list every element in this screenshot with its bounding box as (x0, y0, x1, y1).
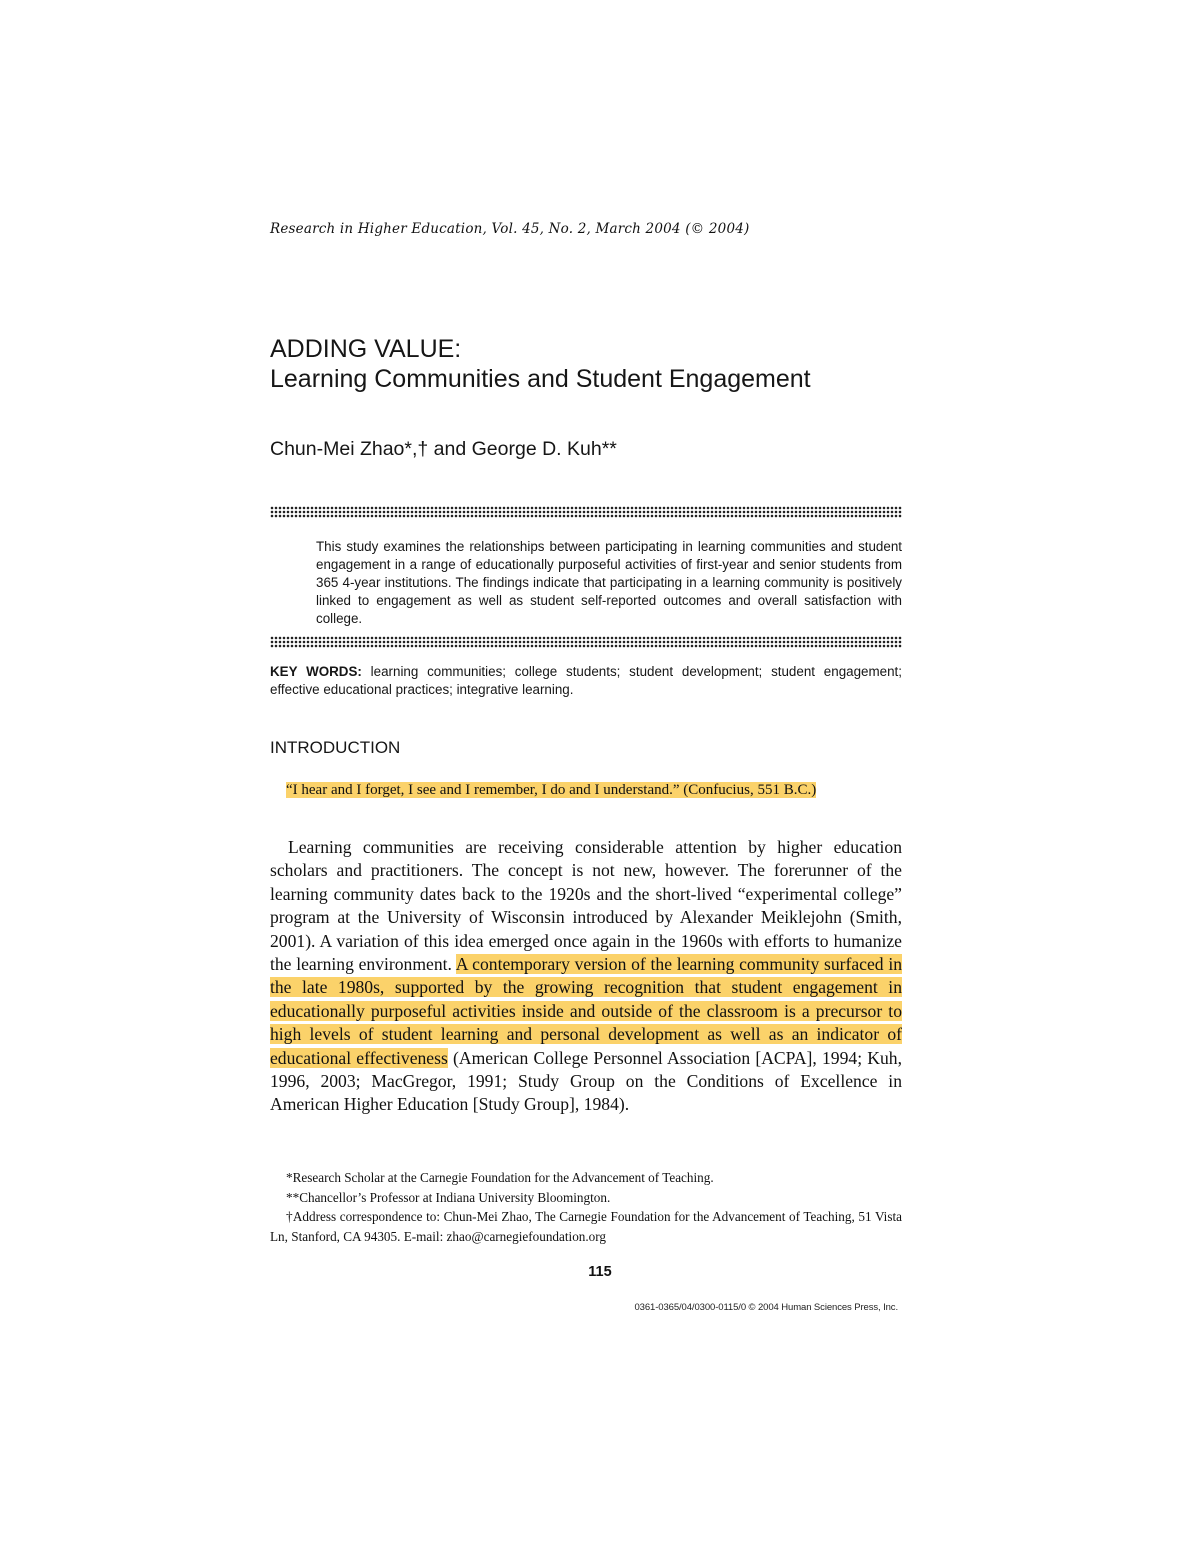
title-line-1: ADDING VALUE: (270, 335, 462, 363)
body-paragraph (270, 836, 902, 1117)
title-line-2: Learning Communities and Student Engagement (270, 365, 811, 393)
keywords-label: KEY WORDS: (270, 664, 362, 679)
paper-title (270, 334, 930, 394)
footnote-1: *Research Scholar at the Carnegie Foundation for the Advancement of Teaching. (286, 1170, 714, 1185)
body-text-end: (American College Personnel Association [ACPA], 1994; Kuh, 1996, 2003; MacGregor, 1991; Study Group on the Conditions of Excellence in American Higher Education [Study Group], 1984). (270, 1047, 902, 1115)
dotted-rule-bottom (270, 636, 902, 648)
footnote-3: †Address correspondence to: Chun-Mei Zhao, The Carnegie Foundation for the Advancement of Teaching, 51 Vista Ln, Stanford, CA 94305. E-mail: zhao@carnegiefoundation.org (270, 1209, 902, 1244)
page-number: 115 (588, 1264, 612, 1280)
abstract: This study examines the relationships between participating in learning communities and student engagement in a range of educationally purposeful activities of first-year and senior students from 365 4-year institutions. The findings indicate that participating in a learning community is positively linked to engagement as well as student self-reported outcomes and overall satisfaction with college. (316, 539, 902, 626)
keywords (270, 663, 902, 699)
epigraph-quote (286, 780, 902, 801)
dotted-rule-top (270, 506, 902, 518)
copyright-line: 0361-0365/04/0300-0115/0 © 2004 Human Sciences Press, Inc. (634, 1302, 898, 1313)
body-text-start: Learning communities are receiving considerable attention by higher education scholars and practitioners. The concept is not new, however. The forerunner of the learning community dates back to the 1920s and the short-lived “experimental college” program at the University of Wisconsin introduced by Alexander Meiklejohn (Smith, 2001). A variation of this idea emerged once again in the 1960s with efforts to humanize the learning environment. (270, 837, 902, 975)
keywords-text: learning communities; college students; student development; student engagement; effective educational practices; integrative learning. (270, 664, 902, 697)
author-line: Chun-Mei Zhao*,† and George D. Kuh** (270, 438, 617, 460)
footnote-2: **Chancellor’s Professor at Indiana University Bloomington. (286, 1189, 611, 1205)
section-heading-introduction: INTRODUCTION (270, 738, 401, 757)
footnotes (270, 1168, 902, 1246)
body-highlight: A contemporary version of the learning community surfaced in the late 1980s, supported by the growing recognition that student engagement in educationally purposeful activities inside and outside of the classroom is a precursor to high levels of student learning and personal development as well as an indicator of educational effectiveness (270, 954, 903, 1068)
journal-citation: Research in Higher Education, Vol. 45, No. 2, March 2004 (© 2004) (270, 221, 750, 237)
epigraph-highlight: “I hear and I forget, I see and I remember, I do and I understand.” (Confucius, 551 B.C.) (286, 782, 817, 798)
